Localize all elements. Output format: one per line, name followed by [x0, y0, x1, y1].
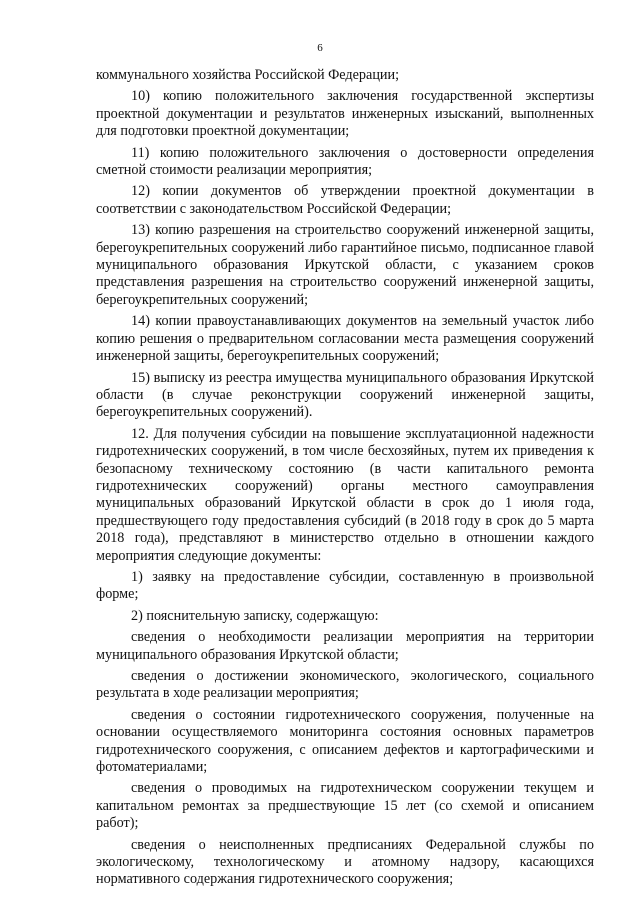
paragraph-subitem-2: 2) пояснительную записку, содержащую: [131, 607, 379, 624]
document-body [96, 67, 594, 889]
paragraph-item-12: 12) копии документов об утверждении проектной документации в соответствии с законодательством Российской Федерации; [96, 183, 594, 217]
paragraph-item-15: 15) выписку из реестра имущества муниципального образования Иркутской области (в случае реконструкции сооружений инженерной защиты, берегоукрепительных сооружений). [96, 369, 594, 421]
paragraph-info-prescriptions: сведения о неисполненных предписаниях Федеральной службы по экологическому, технологическому и атомному надзору, касающихся нормативного содержания гидротехнического сооружения; [96, 836, 594, 888]
paragraph-item-13: 13) копию разрешения на строительство сооружений инженерной защиты, берегоукрепительных сооружений либо гарантийное письмо, подписанное главой муниципального образования Иркутской области, с указанием сроков представления разрешения на строительство сооружений инженерной защиты, берегоукрепительных сооружений; [96, 222, 594, 308]
paragraph-continuation: коммунального хозяйства Российской Федерации; [96, 67, 400, 83]
paragraph-item-14: 14) копии правоустанавливающих документов на земельный участок либо копию решения о предварительном согласовании места размещения сооружений инженерной защиты, берегоукрепительных сооружений; [96, 313, 594, 365]
paragraph-info-condition: сведения о состоянии гидротехнического сооружения, полученные на основании осуществляемого мониторинга состояния основных параметров гидротехнического сооружения, с описанием дефектов и картографическими и фотоматериалами; [96, 706, 594, 776]
paragraph-item-10: 10) копию положительного заключения государственной экспертизы проектной документации и результатов инженерных изысканий, выполненных для подготовки проектной документации; [96, 88, 594, 140]
page-number: 6 [317, 42, 323, 54]
paragraph-info-repairs: сведения о проводимых на гидротехническом сооружении текущем и капитальном ремонтах за предшествующие 15 лет (со схемой и описанием работ); [96, 780, 594, 832]
paragraph-item-11: 11) копию положительного заключения о достоверности определения сметной стоимости реализации мероприятия; [96, 144, 594, 179]
paragraph-subitem-1: 1) заявку на предоставление субсидии, составленную в произвольной форме; [96, 568, 594, 603]
paragraph-info-necessity: сведения о необходимости реализации мероприятия на территории муниципального образования Иркутской области; [96, 629, 594, 663]
paragraph-info-results: сведения о достижении экономического, экологического, социального результата в ходе реализации мероприятия; [96, 668, 594, 702]
paragraph-section-12: 12. Для получения субсидии на повышение эксплуатационной надежности гидротехнических сооружений, в том числе бесхозяйных, путем их приведения к безопасному техническому состоянию (в части капитального ремонта гидротехнических сооружений) органы местного самоуправления муниципальных образований Иркутской области в срок до 1 июля года, предшествующего году предоставления субсидий (в 2018 году в срок до 5 марта 2018 года), представляют в министерство отдельно в отношении каждого мероприятия следующие документы: [96, 425, 594, 564]
